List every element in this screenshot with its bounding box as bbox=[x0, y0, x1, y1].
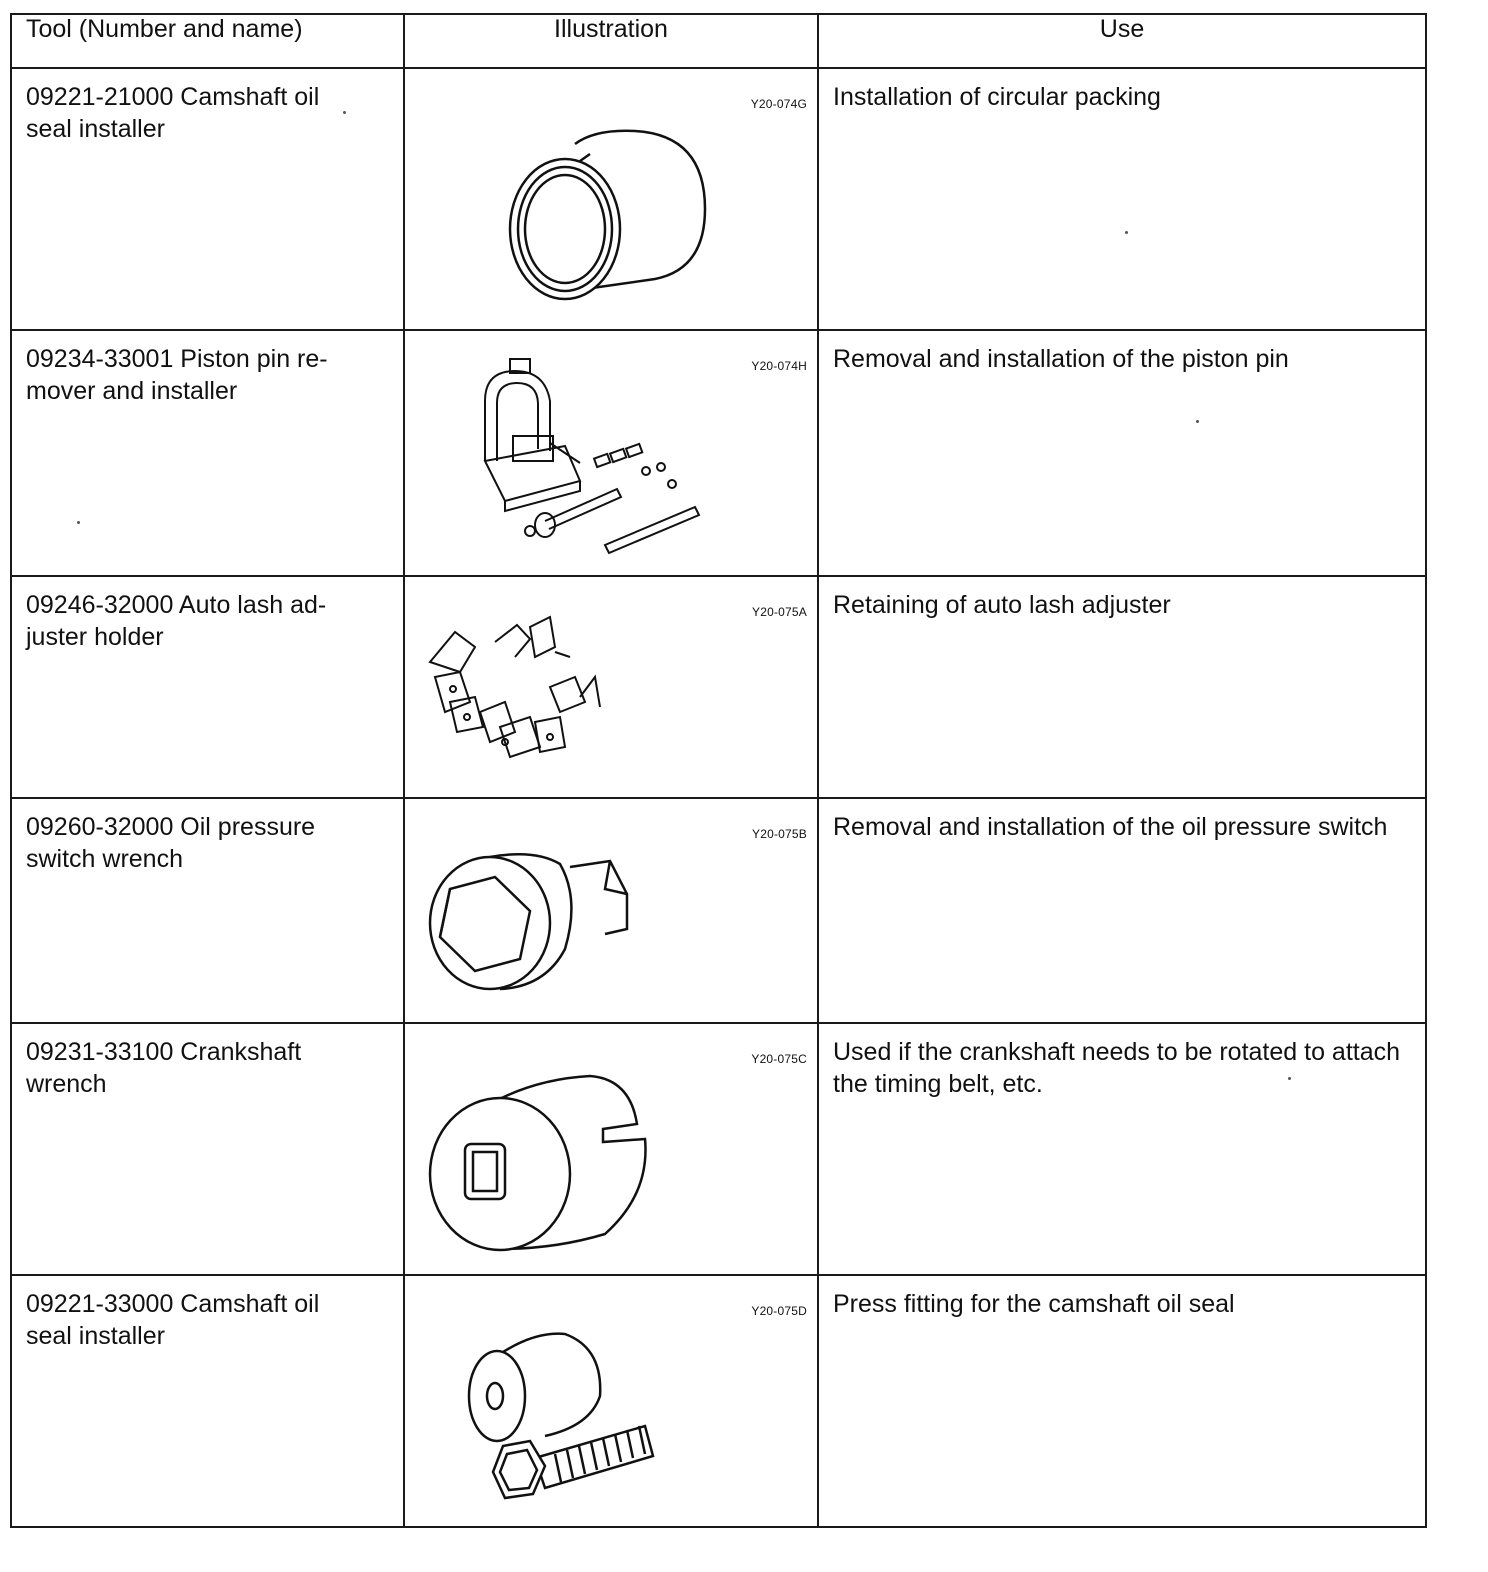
header-use: Use bbox=[818, 14, 1426, 68]
illustration-cell bbox=[404, 1023, 818, 1275]
figure-code: Y20-075B bbox=[752, 827, 807, 841]
use-cell: Installation of circular packing bbox=[818, 68, 1426, 330]
oil-seal-installer-icon bbox=[405, 69, 817, 329]
illustration-cell bbox=[404, 1275, 818, 1527]
tool-cell bbox=[11, 1023, 404, 1275]
illustration-cell bbox=[404, 68, 818, 330]
header-illustration: Illustration bbox=[404, 14, 818, 68]
scan-speck bbox=[343, 111, 346, 114]
figure-code: Y20-075D bbox=[751, 1304, 807, 1318]
tool-name: 09234-33001 Piston pin re-mover and installer bbox=[26, 345, 328, 405]
scan-speck bbox=[1125, 231, 1128, 234]
oil-pressure-wrench-icon bbox=[405, 799, 817, 1022]
illustration-cell bbox=[404, 798, 818, 1023]
header-row bbox=[11, 14, 1426, 68]
tool-name: 09221-21000 Camshaft oil seal installer bbox=[26, 83, 320, 143]
tool-cell bbox=[11, 576, 404, 798]
table-row bbox=[11, 68, 1426, 330]
table-row bbox=[11, 330, 1426, 576]
illustration-cell bbox=[404, 330, 818, 576]
lash-adjuster-holder-icon bbox=[405, 577, 817, 797]
camshaft-seal-bolt-icon bbox=[405, 1276, 817, 1526]
use-cell: Removal and installation of the piston pin bbox=[818, 330, 1426, 576]
illustration-cell bbox=[404, 576, 818, 798]
tool-name: 09221-33000 Camshaft oil seal installer bbox=[26, 1290, 320, 1350]
table-row bbox=[11, 576, 1426, 798]
table-row bbox=[11, 1023, 1426, 1275]
tool-name: 09231-33100 Crankshaft wrench bbox=[26, 1038, 302, 1098]
use-cell: Used if the crankshaft needs to be rotated to attach the timing belt, etc. bbox=[818, 1023, 1426, 1275]
tool-cell bbox=[11, 798, 404, 1023]
figure-code: Y20-074H bbox=[751, 359, 807, 373]
tool-name: 09260-32000 Oil pressure switch wrench bbox=[26, 813, 316, 873]
tool-cell bbox=[11, 68, 404, 330]
scan-speck bbox=[1196, 420, 1199, 423]
special-tools-table bbox=[10, 13, 1427, 1528]
header-tool: Tool (Number and name) bbox=[11, 14, 404, 68]
table-row bbox=[11, 1275, 1426, 1527]
tool-cell bbox=[11, 1275, 404, 1527]
scan-speck bbox=[1288, 1077, 1291, 1080]
use-cell: Press fitting for the camshaft oil seal bbox=[818, 1275, 1426, 1527]
figure-code: Y20-074G bbox=[750, 97, 807, 111]
crankshaft-wrench-icon bbox=[405, 1024, 817, 1274]
use-cell: Removal and installation of the oil pressure switch bbox=[818, 798, 1426, 1023]
use-cell: Retaining of auto lash adjuster bbox=[818, 576, 1426, 798]
piston-pin-tool-icon bbox=[405, 331, 817, 575]
tool-cell bbox=[11, 330, 404, 576]
scan-speck bbox=[77, 521, 80, 524]
figure-code: Y20-075C bbox=[751, 1052, 807, 1066]
tool-name: 09246-32000 Auto lash ad-juster holder bbox=[26, 591, 327, 651]
table-row bbox=[11, 798, 1426, 1023]
figure-code: Y20-075A bbox=[752, 605, 807, 619]
